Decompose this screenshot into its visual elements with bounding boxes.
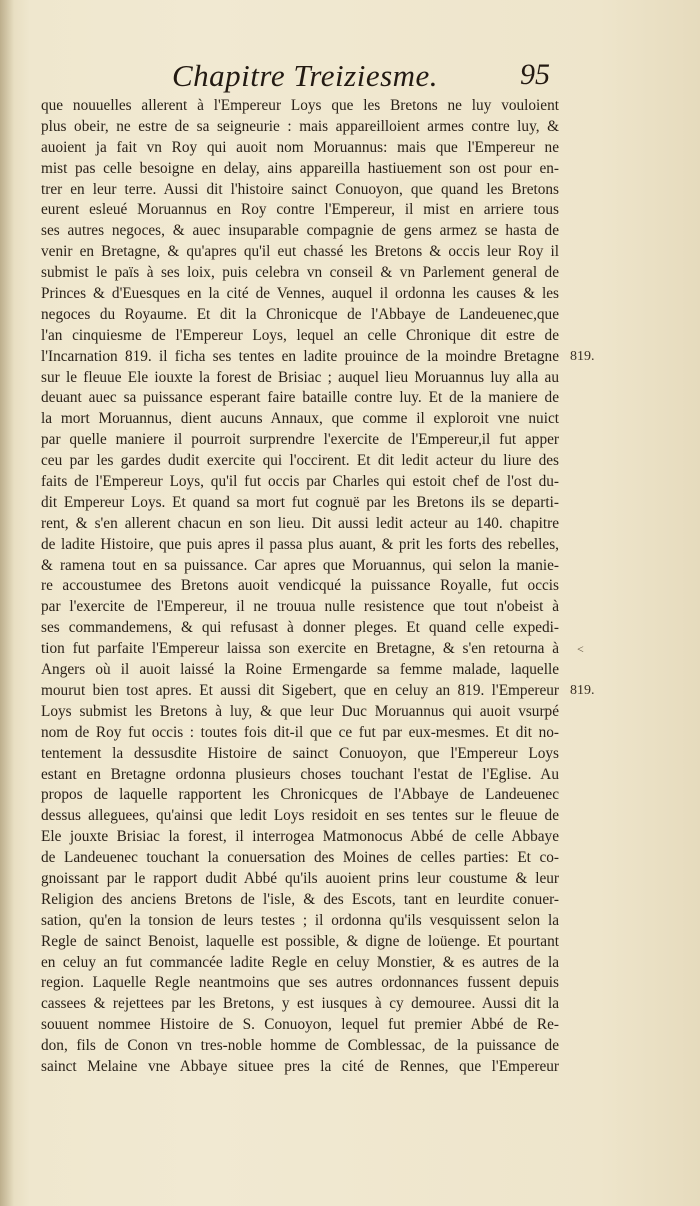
text-line: rent, & s'en allerent chacun en son lieu. Dit aussi ledit acteur au 140. chapitre — [41, 514, 559, 532]
text-line: auoient ja fait vn Roy qui auoit nom Moruannus: mais que l'Empereur ne — [41, 138, 559, 156]
text-line: souuent nommee Histoire de S. Conuoyon, lequel fut premier Abbé de Re- — [41, 1016, 559, 1034]
text-line: plus obeir, ne estre de sa seigneurie : mais appareilloient armes contre luy, & — [41, 117, 559, 135]
text-line: sur le fleuue Ele iouxte la forest de Brisiac ; auquel lieu Moruannus luy alla au — [41, 368, 559, 386]
text-line: mourut bien tost apres. Et aussi dit Sigebert, que en celuy an 819. l'Empereur — [41, 681, 559, 699]
text-line: gnoissant par le rapport dudit Abbé qu'ils auoient prins leur coustume & leur — [41, 869, 559, 887]
text-line: dit Empereur Loys. Et quand sa mort fut cognuë par les Bretons ils se departi- — [41, 493, 559, 511]
page-number: 95 — [520, 58, 550, 91]
text-line: en celuy an fut commancée ladite Regle en celuy Monstier, & es autres de la — [41, 953, 559, 971]
margin-year-note: 819. — [570, 348, 595, 364]
text-line: mist pas celle besoigne en delay, ains appareilla hastiuement son ost pour en- — [41, 159, 559, 177]
text-line: faits de l'Empereur Loys, qu'il fut occis par Charles qui estoit chef de l'ost du- — [41, 473, 559, 491]
text-line: trer en leur terre. Aussi dit l'histoire sainct Conuoyon, que quand les Bretons — [41, 180, 559, 198]
text-line: sainct Melaine vne Abbaye situee pres la cité de Rennes, que l'Empereur — [41, 1057, 559, 1075]
text-line: par l'exercite de l'Empereur, il ne trouua nulle resistence que tout n'obeist à — [41, 598, 559, 616]
text-line: ceu par les gardes dudit exercite qui l'occirent. Et dit ledit acteur du liure des — [41, 452, 559, 470]
text-line: deuant auec sa puissance esperant faire bataille contre luy. Et de la maniere de — [41, 389, 559, 407]
text-line: region. Laquelle Regle neantmoins que ses autres ordonnances fussent depuis — [41, 974, 559, 992]
text-line: que nouuelles allerent à l'Empereur Loys que les Bretons ne luy vouloient — [41, 97, 559, 114]
text-line: Ele jouxte Brisiac la forest, il interrogea Matmonocus Abbé de celle Abbaye — [41, 828, 559, 846]
body-text — [41, 96, 559, 1078]
text-line: estant en Bretagne ordonna plusieurs choses touchant l'estat de l'Eglise. Au — [41, 765, 559, 783]
text-line: don, fils de Conon vn tres-noble homme de Comblessac, de la puissance de — [41, 1037, 559, 1055]
text-line: Princes & d'Euesques en la cité de Vennes, auquel il ordonna les causes & les — [41, 285, 559, 303]
text-line: eurent esleué Moruannus en Roy contre l'Empereur, il mist en arriere tous — [41, 201, 559, 219]
text-line: Regle de sainct Benoist, laquelle est possible, & digne de loüenge. Et pourtant — [41, 932, 559, 950]
text-line: de ladite Histoire, que puis apres il passa plus auant, & prit les forts des rebelles, — [41, 535, 559, 553]
margin-year-note: 819. — [570, 683, 595, 699]
text-line: l'Incarnation 819. il ficha ses tentes en ladite prouince de la moindre Bretagne — [41, 347, 559, 365]
text-line: & ramena tout en sa puissance. Car apres que Moruannus, qui selon la manie- — [41, 556, 559, 574]
text-line: nom de Roy fut occis : toutes fois dit-il que ce fut par eux-mesmes. Et dit no- — [41, 723, 559, 741]
text-line: sation, qu'en la tonsion de leurs testes ; il ordonna qu'ils vesquissent selon la — [41, 911, 559, 929]
margin-mark: < — [577, 642, 584, 657]
text-line: Angers où il auoit laissé la Roine Ermengarde sa femme malade, laquelle — [41, 661, 559, 679]
text-line: tentement la dessusdite Histoire de sainct Conuoyon, que l'Empereur Loys — [41, 744, 559, 762]
text-line: negoces du Royaume. Et dit la Chronicque de l'Abbaye de Landeuenec,que — [41, 305, 559, 323]
text-line: la mort Moruannus, dient aucuns Annaux, que comme il exploroit vne nuict — [41, 410, 559, 428]
text-line: Religion des anciens Bretons de l'isle, & des Escots, tant en leurdite conuer- — [41, 890, 559, 908]
text-line: dessus alleguees, qu'ainsi que ledit Loys residoit en ses tentes sur le fleuue de — [41, 807, 559, 825]
text-line: re accoustumee des Bretons auoit vendicqué la puissance Royalle, fut occis — [41, 577, 559, 595]
text-line: tion fut parfaite l'Empereur laissa son exercite en Bretagne, & s'en retourna à — [41, 640, 559, 658]
page-header — [0, 58, 700, 98]
text-line: ses commandemens, & qui refusast à donner pleges. Et quand celle expedi- — [41, 619, 559, 637]
binding-shadow — [0, 0, 14, 1206]
chapter-title: Chapitre Treiziesme. — [172, 58, 439, 93]
text-line: cassees & rejettees par les Bretons, y est iusques à cy demouree. Aussi dit la — [41, 995, 559, 1013]
text-line: Loys submist les Bretons à luy, & que leur Duc Moruannus qui auoit vsurpé — [41, 702, 559, 720]
text-line: de Landeuenec touchant la conuersation des Moines de celles parties: Et co- — [41, 849, 559, 867]
text-line: par quelle maniere il pourroit surprendre l'exercite de l'Empereur,il fut apper — [41, 431, 559, 449]
text-line: venir en Bretagne, & qu'apres qu'il eut chassé les Bretons & occis leur Roy il — [41, 243, 559, 261]
text-line: ses autres negoces, & auec insuparable compagnie de gens armez se hasta de — [41, 222, 559, 240]
text-line: submist le païs à ses loix, puis celebra vn conseil & vn Parlement general de — [41, 264, 559, 282]
text-line: propos de laquelle rapportent les Chronicques de l'Abbaye de Landeuenec — [41, 786, 559, 804]
text-line: l'an cinquiesme de l'Empereur Loys, lequel an celle Chronique dit estre de — [41, 326, 559, 344]
